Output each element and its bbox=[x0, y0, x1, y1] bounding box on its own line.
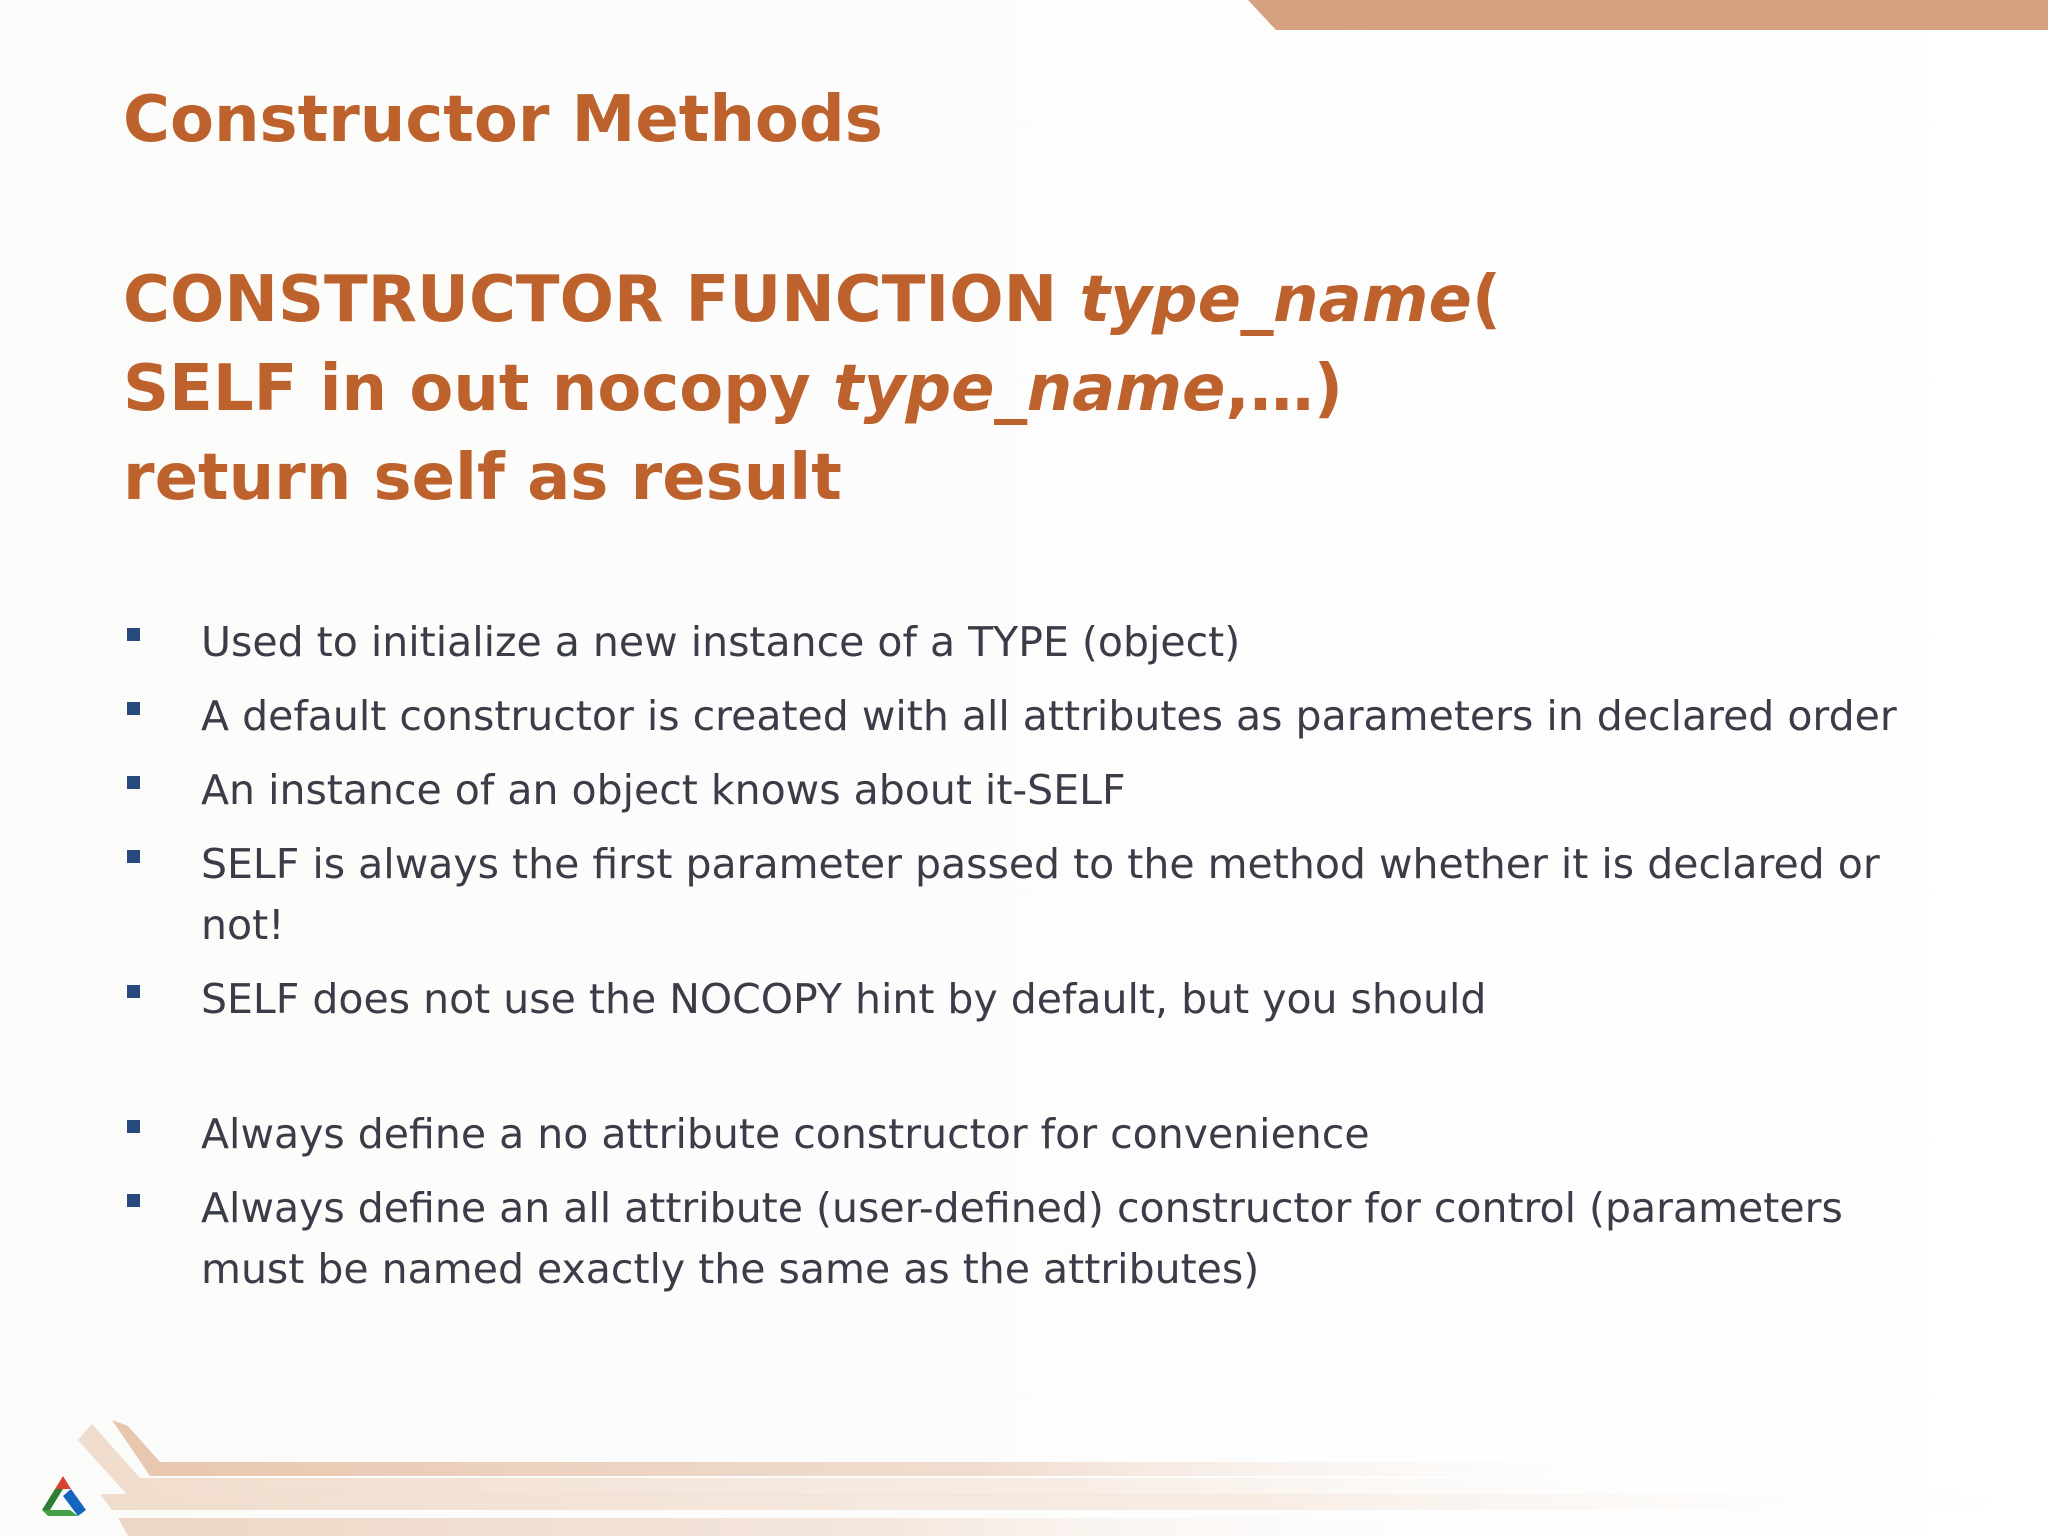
top-accent-bar bbox=[1248, 0, 2048, 30]
bullet-text: Used to initialize a new instance of a TYPE (object) bbox=[201, 618, 1241, 666]
tricolor-triangle-logo-icon bbox=[40, 1476, 86, 1516]
signature-close-paren: ,…) bbox=[1225, 352, 1343, 426]
square-bullet-icon bbox=[127, 702, 140, 715]
bullet-text: Always define a no attribute constructor for convenience bbox=[201, 1110, 1370, 1158]
square-bullet-icon bbox=[127, 1120, 140, 1133]
bullet-text: Always define an all attribute (user-defined) constructor for control (parameters bbox=[201, 1184, 1843, 1232]
bottom-decoration bbox=[0, 1400, 2048, 1536]
square-bullet-icon bbox=[127, 850, 140, 863]
bullet-item bbox=[123, 1178, 1963, 1300]
bullet-item bbox=[123, 1104, 1963, 1165]
signature-param-type-name: type_name bbox=[833, 352, 1226, 426]
square-bullet-icon bbox=[127, 776, 140, 789]
bullet-list bbox=[123, 612, 1963, 1313]
square-bullet-icon bbox=[127, 985, 140, 998]
signature-keyword: CONSTRUCTOR FUNCTION bbox=[123, 263, 1080, 337]
slide-title: Constructor Methods bbox=[123, 83, 883, 157]
bullet-text: SELF is always the first parameter passed to the method whether it is declared or bbox=[201, 840, 1880, 888]
bullet-item bbox=[123, 969, 1963, 1030]
square-bullet-icon bbox=[127, 628, 140, 641]
square-bullet-icon bbox=[127, 1194, 140, 1207]
bullet-item bbox=[123, 834, 1963, 956]
signature-line-3: return self as result bbox=[123, 441, 842, 515]
bullet-text: A default constructor is created with all attributes as parameters in declared order bbox=[201, 692, 1897, 740]
signature-open-paren: ( bbox=[1471, 263, 1502, 337]
bullet-text: An instance of an object knows about it-SELF bbox=[201, 766, 1126, 814]
bullet-item bbox=[123, 760, 1963, 821]
constructor-signature bbox=[123, 256, 1501, 523]
signature-line-2 bbox=[123, 345, 1501, 434]
signature-line-1 bbox=[123, 256, 1501, 345]
signature-self-param: SELF in out nocopy bbox=[123, 352, 834, 426]
bullet-item bbox=[123, 612, 1963, 673]
bullet-text-continued: not! bbox=[201, 901, 285, 949]
bullet-text-continued: must be named exactly the same as the attributes) bbox=[201, 1245, 1260, 1293]
bullet-text: SELF does not use the NOCOPY hint by default, but you should bbox=[201, 975, 1487, 1023]
signature-type-name: type_name bbox=[1079, 263, 1472, 337]
bullet-item bbox=[123, 686, 1963, 747]
